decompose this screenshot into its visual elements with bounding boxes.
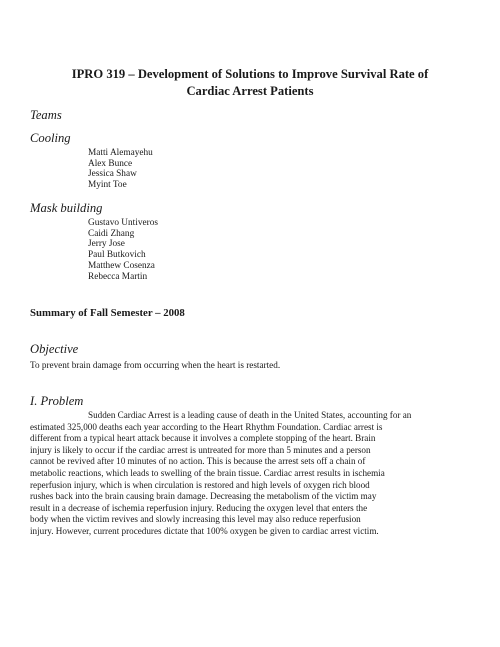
title-line-1: IPRO 319 – Development of Solutions to Improve Survival Rate of — [71, 67, 429, 81]
problem-paragraph — [30, 410, 470, 538]
problem-heading: I. Problem — [30, 394, 84, 408]
member-name: Jerry Jose — [88, 239, 125, 250]
paragraph-line: different from a typical heart attack because it involves a complete stopping of the heart. Brain — [30, 433, 376, 444]
paragraph-line: metabolic reactions, which leads to swelling of the brain tissue. Cardiac arrest results in ischemia — [30, 467, 385, 478]
objective-text: To prevent brain damage from occurring when the heart is restarted. — [30, 360, 281, 370]
paragraph-line: reperfusion injury, which is when circulation is restored and high levels of oxygen rich blood — [30, 479, 370, 490]
mask-building-member-list — [88, 218, 158, 282]
paragraph-line: body when the victim revives and slowly increasing this level may also reduce reperfusion — [30, 514, 361, 525]
paragraph-line: injury. However, current procedures dictate that 100% oxygen be given to cardiac arrest victim. — [30, 525, 379, 536]
member-name: Paul Butkovich — [88, 250, 146, 261]
objective-heading: Objective — [30, 342, 79, 356]
member-name: Matthew Cosenza — [88, 260, 155, 271]
member-name: Matti Alemayehu — [88, 148, 153, 158]
summary-heading: Summary of Fall Semester – 2008 — [30, 307, 185, 319]
paragraph-line: result in a decrease of ischemia reperfusion injury. Reducing the oxygen level that enters the — [30, 502, 368, 513]
teams-heading: Teams — [30, 108, 62, 122]
paragraph-line: rushes back into the brain causing brain damage. Decreasing the metabolism of the victim may — [30, 491, 377, 502]
member-name: Jessica Shaw — [88, 169, 137, 180]
cooling-member-list — [88, 148, 153, 191]
paragraph-line: injury is likely to occur if the cardiac arrest is untreated for more than 5 minutes and a person — [30, 444, 371, 455]
member-name: Caidi Zhang — [88, 228, 135, 239]
cooling-heading: Cooling — [30, 131, 71, 145]
title-line-2: Cardiac Arrest Patients — [186, 83, 314, 98]
paragraph-line: cannot be revived after 10 minutes of no action. This is because the arrest sets off a chain of — [30, 456, 366, 467]
member-name: Myint Toe — [88, 180, 127, 191]
paragraph-line: Sudden Cardiac Arrest is a leading cause of death in the United States, accounting for an — [88, 410, 412, 420]
document-title — [40, 66, 460, 99]
member-name: Rebecca Martin — [88, 271, 148, 282]
paragraph-line: estimated 325,000 deaths each year according to the Heart Rhythm Foundation. Cardiac arrest is — [30, 421, 383, 432]
member-name: Gustavo Untiveros — [88, 218, 158, 228]
member-name: Alex Bunce — [88, 158, 133, 169]
mask-building-heading: Mask building — [30, 201, 103, 215]
